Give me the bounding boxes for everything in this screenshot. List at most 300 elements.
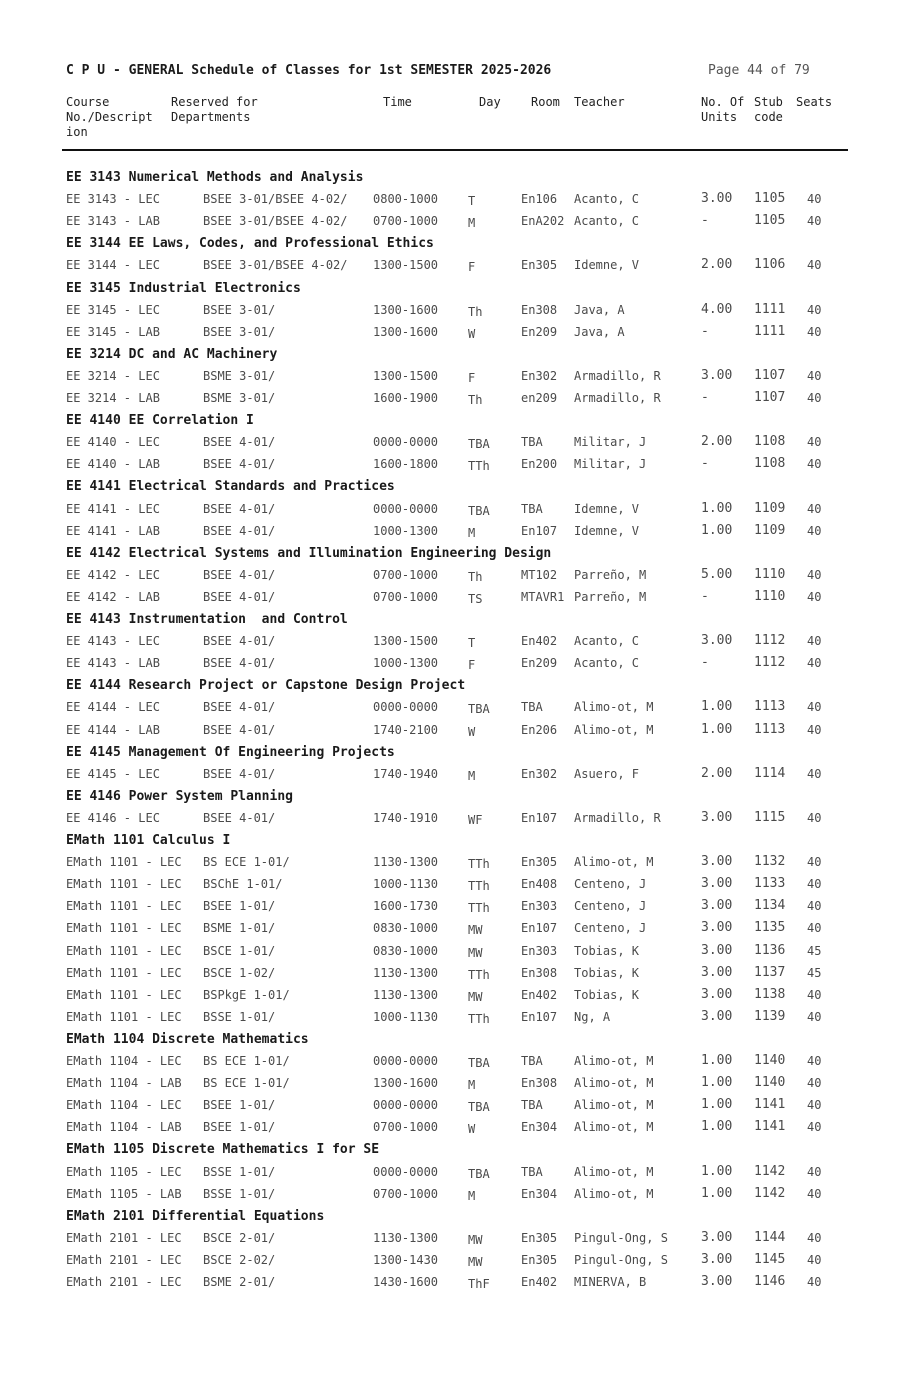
cell-dept: BS ECE 1-01/ bbox=[203, 855, 290, 870]
cell-stub: 1146 bbox=[754, 1274, 786, 1289]
cell-code: EMath 2101 - LEC bbox=[66, 1275, 182, 1289]
cell-dept: BSEE 3-01/ bbox=[203, 324, 276, 339]
cell-teacher: Alimo-ot, M bbox=[574, 700, 654, 715]
cell-room: En308 bbox=[521, 302, 558, 317]
cell-seats: 40 bbox=[807, 700, 822, 715]
table-row bbox=[0, 190, 900, 208]
cell-day: M bbox=[468, 525, 476, 540]
cell-seats: 45 bbox=[807, 943, 822, 958]
cell-time: 0000-0000 bbox=[373, 1054, 439, 1068]
cell-teacher: Asuero, F bbox=[574, 766, 640, 781]
cell-day: F bbox=[468, 658, 476, 673]
cell-units: 2.00 bbox=[701, 765, 733, 781]
cell-seats: 40 bbox=[807, 1098, 822, 1113]
cell-time: 1000-1130 bbox=[373, 1009, 439, 1024]
table-row bbox=[0, 433, 900, 451]
cell-code: EE 4143 - LAB bbox=[66, 656, 160, 671]
cell-dept: BSEE 4-01/ bbox=[203, 722, 276, 737]
cell-seats: 40 bbox=[807, 656, 822, 671]
cell-seats: 40 bbox=[807, 192, 822, 207]
cell-seats: 40 bbox=[807, 1076, 822, 1091]
cell-room: TBA bbox=[521, 1054, 543, 1068]
cell-dept: BSCE 2-02/ bbox=[203, 1252, 276, 1267]
cell-units: - bbox=[701, 213, 709, 229]
cell-room: En209 bbox=[521, 324, 558, 339]
cell-seats: 40 bbox=[807, 214, 822, 229]
cell-day: TBA bbox=[468, 1100, 490, 1115]
cell-units: 3.00 bbox=[701, 1008, 733, 1024]
cell-code: EE 3145 - LAB bbox=[66, 324, 160, 339]
cell-time: 1740-1910 bbox=[373, 810, 439, 825]
cell-stub: 1112 bbox=[754, 655, 786, 671]
cell-day: MW bbox=[468, 1254, 483, 1269]
course-title: EE 4144 Research Project or Capstone Design Project bbox=[66, 678, 466, 694]
table-row bbox=[0, 588, 900, 606]
cell-code: EE 4144 - LEC bbox=[66, 700, 160, 715]
table-row bbox=[0, 301, 900, 319]
cell-teacher: Java, A bbox=[574, 324, 625, 339]
cell-day: T bbox=[468, 636, 476, 651]
cell-day: TTh bbox=[468, 857, 490, 872]
page-title: C P U - GENERAL Schedule of Classes for 1st SEMESTER 2025-2026 bbox=[66, 63, 552, 78]
cell-seats: 40 bbox=[807, 1120, 822, 1135]
cell-teacher: Parreño, M bbox=[574, 567, 647, 582]
cell-code: EMath 1105 - LAB bbox=[66, 1186, 182, 1201]
cell-code: EMath 1104 - LAB bbox=[66, 1076, 182, 1091]
cell-time: 1130-1300 bbox=[373, 1230, 439, 1245]
cell-time: 1000-1130 bbox=[373, 877, 439, 892]
cell-time: 1300-1500 bbox=[373, 368, 439, 383]
cell-day: M bbox=[468, 768, 476, 783]
cell-day: M bbox=[468, 216, 476, 231]
cell-time: 1300-1600 bbox=[373, 1076, 439, 1091]
table-row bbox=[0, 212, 900, 230]
cell-teacher: Acanto, C bbox=[574, 192, 640, 207]
cell-teacher: Ng, A bbox=[574, 1009, 611, 1024]
cell-code: EE 4143 - LEC bbox=[66, 634, 160, 649]
cell-room: En303 bbox=[521, 943, 558, 958]
cell-code: EE 4141 - LAB bbox=[66, 523, 160, 538]
table-row bbox=[0, 765, 900, 783]
cell-code: EE 4144 - LAB bbox=[66, 722, 160, 737]
cell-day: TTh bbox=[468, 879, 490, 894]
course-title: EE 4145 Management Of Engineering Projects bbox=[66, 744, 395, 760]
cell-seats: 40 bbox=[807, 855, 822, 870]
cell-stub: 1109 bbox=[754, 500, 786, 516]
course-title: EMath 1101 Calculus I bbox=[66, 833, 231, 848]
cell-room: En402 bbox=[521, 1275, 558, 1289]
cell-teacher: Militar, J bbox=[574, 435, 647, 450]
cell-code: EMath 1101 - LEC bbox=[66, 921, 182, 936]
cell-time: 1300-1430 bbox=[373, 1252, 439, 1267]
cell-stub: 1137 bbox=[754, 964, 786, 980]
cell-time: 0700-1000 bbox=[373, 567, 439, 582]
table-row bbox=[0, 875, 900, 893]
cell-seats: 40 bbox=[807, 877, 822, 892]
cell-day: W bbox=[468, 724, 476, 739]
table-row bbox=[0, 897, 900, 915]
cell-day: TTh bbox=[468, 967, 490, 982]
cell-room: En107 bbox=[521, 921, 558, 936]
cell-time: 1300-1600 bbox=[373, 302, 439, 317]
cell-dept: BSEE 4-01/ bbox=[203, 501, 276, 516]
cell-stub: 1145 bbox=[754, 1251, 786, 1267]
col-header-seats: Seats bbox=[796, 95, 833, 109]
cell-room: En302 bbox=[521, 766, 558, 781]
cell-room: En303 bbox=[521, 899, 558, 914]
cell-seats: 40 bbox=[807, 987, 822, 1002]
cell-stub: 1134 bbox=[754, 898, 786, 914]
cell-teacher: Alimo-ot, M bbox=[574, 855, 654, 870]
cell-time: 1600-1900 bbox=[373, 391, 439, 405]
cell-day: MW bbox=[468, 923, 483, 938]
cell-seats: 40 bbox=[807, 1164, 822, 1179]
cell-day: TBA bbox=[468, 1166, 490, 1181]
cell-dept: BSME 3-01/ bbox=[203, 368, 276, 383]
cell-code: EE 3214 - LAB bbox=[66, 391, 160, 405]
cell-dept: BSChE 1-01/ bbox=[203, 877, 283, 892]
cell-units: 2.00 bbox=[701, 257, 733, 273]
cell-teacher: Armadillo, R bbox=[574, 368, 661, 383]
table-row bbox=[0, 721, 900, 739]
course-title: EMath 1104 Discrete Mathematics bbox=[66, 1031, 309, 1047]
cell-stub: 1139 bbox=[754, 1008, 786, 1024]
col-header-course: Course No./Descript ion bbox=[66, 95, 153, 139]
cell-code: EMath 1105 - LEC bbox=[66, 1164, 182, 1179]
cell-dept: BSEE 3-01/BSEE 4-02/ bbox=[203, 192, 348, 207]
cell-room: TBA bbox=[521, 435, 543, 450]
cell-seats: 40 bbox=[807, 457, 822, 472]
cell-room: En304 bbox=[521, 1186, 558, 1201]
cell-code: EE 4142 - LEC bbox=[66, 567, 160, 582]
cell-time: 1000-1300 bbox=[373, 656, 439, 671]
cell-stub: 1105 bbox=[754, 213, 786, 229]
cell-units: 1.00 bbox=[701, 1185, 733, 1201]
cell-stub: 1113 bbox=[754, 721, 786, 737]
cell-room: En308 bbox=[521, 965, 558, 980]
cell-time: 0000-0000 bbox=[373, 700, 439, 715]
cell-units: 5.00 bbox=[701, 566, 733, 582]
cell-stub: 1108 bbox=[754, 456, 786, 472]
cell-time: 0800-1000 bbox=[373, 192, 439, 207]
cell-seats: 40 bbox=[807, 810, 822, 825]
cell-time: 0000-0000 bbox=[373, 435, 439, 450]
table-row bbox=[0, 1185, 900, 1203]
cell-day: ThF bbox=[468, 1277, 490, 1291]
cell-teacher: Alimo-ot, M bbox=[574, 1186, 654, 1201]
cell-stub: 1136 bbox=[754, 942, 786, 958]
cell-stub: 1142 bbox=[754, 1163, 786, 1179]
course-title: EE 4142 Electrical Systems and Illumination Engineering Design bbox=[66, 545, 552, 561]
table-row bbox=[0, 1052, 900, 1070]
cell-dept: BSEE 4-01/ bbox=[203, 523, 276, 538]
cell-teacher: Armadillo, R bbox=[574, 810, 661, 825]
cell-teacher: Acanto, C bbox=[574, 214, 640, 229]
cell-room: En209 bbox=[521, 656, 558, 671]
cell-code: EE 3145 - LEC bbox=[66, 302, 160, 317]
cell-seats: 40 bbox=[807, 258, 822, 273]
cell-stub: 1142 bbox=[754, 1185, 786, 1201]
cell-units: 4.00 bbox=[701, 301, 733, 317]
cell-time: 0000-0000 bbox=[373, 1164, 439, 1179]
cell-dept: BSEE 4-01/ bbox=[203, 634, 276, 649]
course-title: EE 4143 Instrumentation and Control bbox=[66, 612, 348, 627]
table-row bbox=[0, 1096, 900, 1114]
cell-units: 1.00 bbox=[701, 522, 733, 538]
cell-units: 1.00 bbox=[701, 1163, 733, 1179]
cell-units: - bbox=[701, 456, 709, 472]
cell-time: 0700-1000 bbox=[373, 1186, 439, 1201]
cell-dept: BSEE 1-01/ bbox=[203, 1120, 276, 1135]
cell-units: - bbox=[701, 390, 709, 405]
cell-seats: 40 bbox=[807, 589, 822, 604]
cell-code: EMath 1101 - LEC bbox=[66, 855, 182, 870]
cell-code: EE 4140 - LEC bbox=[66, 435, 160, 450]
cell-time: 1130-1300 bbox=[373, 965, 439, 980]
cell-seats: 40 bbox=[807, 1054, 822, 1068]
cell-dept: BS ECE 1-01/ bbox=[203, 1076, 290, 1091]
cell-dept: BSCE 2-01/ bbox=[203, 1230, 276, 1245]
col-header-units: No. Of Units bbox=[701, 95, 745, 124]
cell-dept: BSSE 1-01/ bbox=[203, 1186, 276, 1201]
cell-units: 3.00 bbox=[701, 1274, 733, 1289]
cell-day: TBA bbox=[468, 702, 490, 717]
col-header-time: Time bbox=[383, 95, 412, 109]
cell-teacher: MINERVA, B bbox=[574, 1275, 647, 1289]
cell-day: MW bbox=[468, 1232, 483, 1247]
cell-code: EE 3214 - LEC bbox=[66, 368, 160, 383]
cell-stub: 1133 bbox=[754, 876, 786, 892]
cell-day: Th bbox=[468, 393, 483, 407]
cell-seats: 40 bbox=[807, 324, 822, 339]
cell-teacher: Alimo-ot, M bbox=[574, 1098, 654, 1113]
cell-seats: 40 bbox=[807, 435, 822, 450]
cell-teacher: Centeno, J bbox=[574, 899, 647, 914]
cell-day: TBA bbox=[468, 503, 490, 518]
cell-time: 1300-1500 bbox=[373, 634, 439, 649]
cell-code: EE 4141 - LEC bbox=[66, 501, 160, 516]
cell-units: 1.00 bbox=[701, 500, 733, 516]
table-row bbox=[0, 986, 900, 1004]
cell-stub: 1110 bbox=[754, 588, 786, 604]
cell-teacher: Centeno, J bbox=[574, 877, 647, 892]
table-row bbox=[0, 1229, 900, 1247]
table-row bbox=[0, 389, 900, 407]
cell-time: 0700-1000 bbox=[373, 589, 439, 604]
cell-teacher: Tobias, K bbox=[574, 987, 640, 1002]
cell-dept: BSEE 3-01/ bbox=[203, 302, 276, 317]
cell-room: En305 bbox=[521, 1252, 558, 1267]
cell-room: En408 bbox=[521, 877, 558, 892]
cell-seats: 40 bbox=[807, 766, 822, 781]
cell-dept: BSEE 4-01/ bbox=[203, 435, 276, 450]
cell-teacher: Acanto, C bbox=[574, 634, 640, 649]
cell-stub: 1106 bbox=[754, 257, 786, 273]
course-title: EE 4141 Electrical Standards and Practices bbox=[66, 479, 395, 495]
cell-time: 1600-1730 bbox=[373, 899, 439, 914]
cell-room: En206 bbox=[521, 722, 558, 737]
cell-units: 1.00 bbox=[701, 1075, 733, 1091]
cell-dept: BSEE 1-01/ bbox=[203, 1098, 276, 1113]
cell-units: 3.00 bbox=[701, 1251, 733, 1267]
cell-units: 2.00 bbox=[701, 434, 733, 450]
cell-day: M bbox=[468, 1078, 476, 1093]
cell-day: T bbox=[468, 194, 476, 209]
course-title: EE 3144 EE Laws, Codes, and Professional Ethics bbox=[66, 236, 434, 252]
cell-day: Th bbox=[468, 304, 483, 319]
cell-units: 1.00 bbox=[701, 699, 733, 715]
cell-units: 3.00 bbox=[701, 898, 733, 914]
cell-units: 3.00 bbox=[701, 1229, 733, 1245]
cell-units: 3.00 bbox=[701, 876, 733, 892]
cell-dept: BSCE 1-02/ bbox=[203, 965, 276, 980]
cell-time: 1300-1500 bbox=[373, 258, 439, 273]
col-header-reserved: Reserved for Departments bbox=[171, 95, 258, 124]
cell-stub: 1109 bbox=[754, 522, 786, 538]
cell-time: 1130-1300 bbox=[373, 987, 439, 1002]
cell-teacher: Tobias, K bbox=[574, 943, 640, 958]
cell-code: EMath 1101 - LEC bbox=[66, 943, 182, 958]
cell-day: TTh bbox=[468, 459, 490, 474]
table-row bbox=[0, 1273, 900, 1291]
cell-day: TS bbox=[468, 591, 483, 606]
cell-time: 0000-0000 bbox=[373, 501, 439, 516]
cell-dept: BSEE 3-01/BSEE 4-02/ bbox=[203, 258, 348, 273]
cell-dept: BSCE 1-01/ bbox=[203, 943, 276, 958]
cell-stub: 1132 bbox=[754, 854, 786, 870]
cell-day: TTh bbox=[468, 1011, 490, 1026]
cell-teacher: Pingul-Ong, S bbox=[574, 1252, 668, 1267]
cell-room: En302 bbox=[521, 368, 558, 383]
cell-time: 1300-1600 bbox=[373, 324, 439, 339]
cell-dept: BSEE 4-01/ bbox=[203, 567, 276, 582]
cell-stub: 1114 bbox=[754, 765, 786, 781]
cell-seats: 40 bbox=[807, 523, 822, 538]
cell-room: En305 bbox=[521, 258, 558, 273]
cell-seats: 40 bbox=[807, 1009, 822, 1024]
table-row bbox=[0, 566, 900, 584]
cell-units: 1.00 bbox=[701, 1053, 733, 1068]
cell-day: F bbox=[468, 370, 476, 385]
table-row bbox=[0, 942, 900, 960]
cell-units: 3.00 bbox=[701, 942, 733, 958]
cell-day: TBA bbox=[468, 437, 490, 452]
cell-room: En305 bbox=[521, 1230, 558, 1245]
page-number: Page 44 of 79 bbox=[708, 63, 810, 78]
cell-day: MW bbox=[468, 945, 483, 960]
cell-stub: 1110 bbox=[754, 566, 786, 582]
table-row bbox=[0, 1074, 900, 1092]
cell-day: F bbox=[468, 260, 476, 275]
cell-units: 1.00 bbox=[701, 721, 733, 737]
cell-units: 1.00 bbox=[701, 1119, 733, 1135]
cell-dept: BSEE 4-01/ bbox=[203, 457, 276, 472]
cell-units: 3.00 bbox=[701, 986, 733, 1002]
cell-time: 0700-1000 bbox=[373, 214, 439, 229]
cell-code: EMath 1104 - LEC bbox=[66, 1054, 182, 1068]
cell-time: 0000-0000 bbox=[373, 1098, 439, 1113]
cell-room: En305 bbox=[521, 855, 558, 870]
cell-dept: BSSE 1-01/ bbox=[203, 1164, 276, 1179]
cell-code: EMath 1101 - LEC bbox=[66, 1009, 182, 1024]
col-header-teacher: Teacher bbox=[574, 95, 625, 109]
cell-day: Th bbox=[468, 569, 483, 584]
table-row bbox=[0, 654, 900, 672]
table-row bbox=[0, 522, 900, 540]
cell-stub: 1141 bbox=[754, 1119, 786, 1135]
col-header-room: Room bbox=[531, 95, 560, 109]
cell-dept: BSEE 4-01/ bbox=[203, 766, 276, 781]
cell-time: 1740-2100 bbox=[373, 722, 439, 737]
cell-teacher: Militar, J bbox=[574, 457, 647, 472]
cell-units: 1.00 bbox=[701, 1097, 733, 1113]
cell-dept: BSEE 4-01/ bbox=[203, 656, 276, 671]
cell-teacher: Alimo-ot, M bbox=[574, 1054, 654, 1068]
cell-teacher: Parreño, M bbox=[574, 589, 647, 604]
cell-teacher: Idemne, V bbox=[574, 258, 640, 273]
cell-units: 3.00 bbox=[701, 809, 733, 825]
cell-time: 0700-1000 bbox=[373, 1120, 439, 1135]
cell-teacher: Alimo-ot, M bbox=[574, 1076, 654, 1091]
table-row bbox=[0, 455, 900, 473]
cell-stub: 1111 bbox=[754, 323, 786, 339]
cell-stub: 1108 bbox=[754, 434, 786, 450]
table-row bbox=[0, 367, 900, 385]
table-row bbox=[0, 256, 900, 274]
cell-dept: BSPkgE 1-01/ bbox=[203, 987, 290, 1002]
cell-stub: 1107 bbox=[754, 367, 786, 383]
cell-dept: BSEE 4-01/ bbox=[203, 589, 276, 604]
cell-teacher: Alimo-ot, M bbox=[574, 1120, 654, 1135]
cell-seats: 40 bbox=[807, 567, 822, 582]
cell-stub: 1111 bbox=[754, 301, 786, 317]
cell-room: En308 bbox=[521, 1076, 558, 1091]
cell-day: MW bbox=[468, 989, 483, 1004]
cell-seats: 40 bbox=[807, 1252, 822, 1267]
cell-room: En402 bbox=[521, 634, 558, 649]
cell-stub: 1144 bbox=[754, 1229, 786, 1245]
cell-stub: 1135 bbox=[754, 920, 786, 936]
cell-code: EE 4140 - LAB bbox=[66, 457, 160, 472]
cell-units: 3.00 bbox=[701, 964, 733, 980]
cell-stub: 1107 bbox=[754, 390, 786, 405]
cell-seats: 40 bbox=[807, 501, 822, 516]
cell-teacher: Pingul-Ong, S bbox=[574, 1230, 668, 1245]
table-row bbox=[0, 853, 900, 871]
cell-seats: 45 bbox=[807, 965, 822, 980]
course-title: EE 3145 Industrial Electronics bbox=[66, 280, 301, 296]
table-row bbox=[0, 964, 900, 982]
cell-teacher: Idemne, V bbox=[574, 523, 640, 538]
cell-stub: 1141 bbox=[754, 1097, 786, 1113]
cell-seats: 40 bbox=[807, 368, 822, 383]
cell-stub: 1113 bbox=[754, 699, 786, 715]
cell-time: 1000-1300 bbox=[373, 523, 439, 538]
cell-code: EE 4142 - LAB bbox=[66, 589, 160, 604]
cell-day: WF bbox=[468, 812, 483, 827]
cell-stub: 1115 bbox=[754, 809, 786, 825]
cell-stub: 1105 bbox=[754, 191, 786, 207]
cell-teacher: Alimo-ot, M bbox=[574, 722, 654, 737]
cell-room: en209 bbox=[521, 391, 558, 405]
cell-dept: BSSE 1-01/ bbox=[203, 1009, 276, 1024]
cell-code: EMath 1101 - LEC bbox=[66, 877, 182, 892]
cell-stub: 1140 bbox=[754, 1075, 786, 1091]
course-title: EE 3214 DC and AC Machinery bbox=[66, 346, 278, 362]
cell-code: EE 3143 - LAB bbox=[66, 214, 160, 229]
cell-teacher: Tobias, K bbox=[574, 965, 640, 980]
cell-units: 3.00 bbox=[701, 367, 733, 383]
